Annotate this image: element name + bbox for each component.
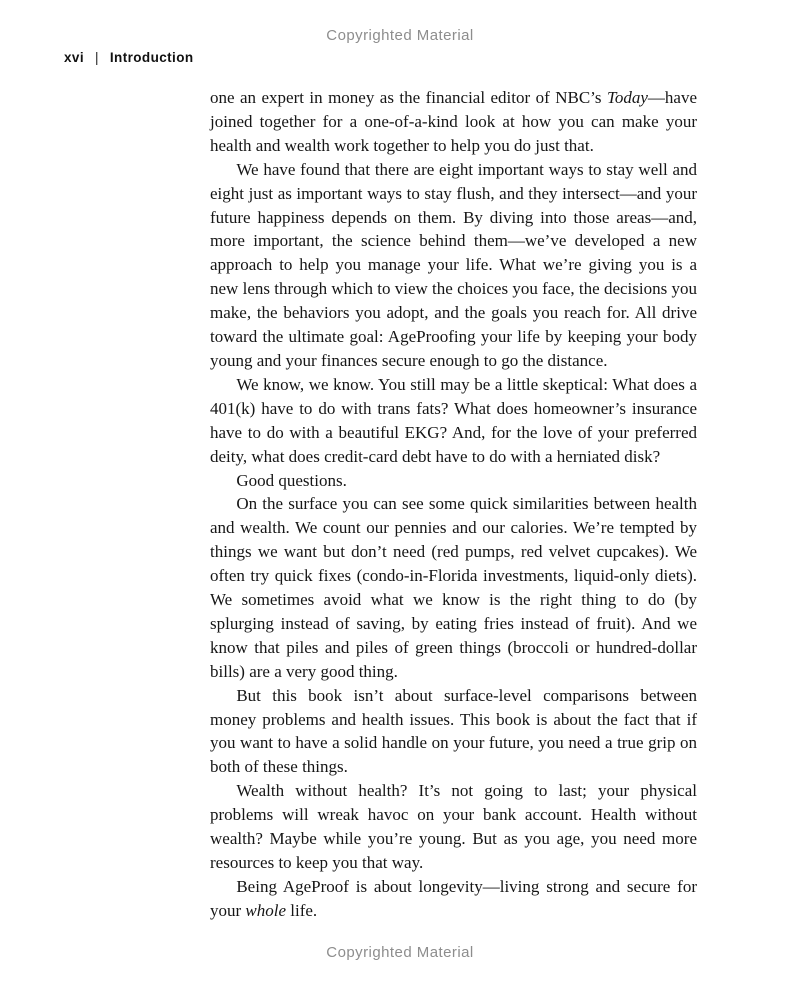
paragraph	[210, 373, 697, 469]
copyright-notice-top: Copyrighted Material	[326, 27, 474, 44]
section-title: Introduction	[109, 50, 194, 65]
header-separator: |	[94, 50, 99, 65]
text-segment: Wealth without health? It’s not going to last; your physical problems will wreak havoc on your bank account. Health without wealth? Maybe while you’re young. But as you age, you need more resources to keep you that way.	[210, 781, 697, 872]
body-text	[210, 86, 697, 923]
paragraph	[210, 158, 697, 373]
paragraph	[210, 779, 697, 875]
text-segment: But this book isn’t about surface-level comparisons between money problems and health issues. This book is about the fact that if you want to have a solid handle on your future, you need a true grip on both of these things.	[210, 685, 697, 777]
paragraph	[210, 684, 697, 780]
page-number: xvi	[64, 50, 84, 65]
paragraph	[210, 469, 697, 493]
text-segment: On the surface you can see some quick similarities between health and wealth. We count our pennies and our calories. We’re tempted by things we want but don’t need (red pumps, red velvet cupcakes). We often try quick fixes (condo-in-Florida investments, liquid-only diets). We sometimes avoid what we know is the right thing to do (by splurging instead of saving, by eating fries instead of fruit). And we know that piles and piles of green things (broccoli or hundred-dollar bills) are a very good thing.	[210, 494, 697, 681]
text-segment: We have found that there are eight important ways to stay well and eight just as important ways to stay flush, and they intersect—and your future happiness depends on them. By diving into those areas—and, more important, the science behind them—we’ve developed a new approach to help you manage your life. What we’re giving you is a new lens through which to view the choices you face, the decisions you make, the behaviors you adopt, and the goals you reach for. All drive toward the ultimate goal: AgeProofing your life by keeping your body young and your finances secure enough to go the distance.	[210, 159, 697, 370]
running-header	[64, 50, 194, 65]
text-segment: Good questions.	[236, 470, 347, 490]
text-segment: We know, we know. You still may be a little skeptical: What does a 401(k) have to do with trans fats? What does homeowner’s insurance have to do with a beautiful EKG? And, for the love of your preferred deity, what does credit-card debt have to do with a herniated disk?	[210, 374, 697, 466]
text-segment: Being AgeProof is about longevity—living strong and secure for your	[210, 876, 697, 920]
paragraph	[210, 86, 697, 158]
text-segment: one an expert in money as the financial editor of NBC’s	[210, 88, 607, 107]
italic-text: whole	[245, 900, 287, 920]
copyright-notice-bottom: Copyrighted Material	[326, 944, 474, 961]
text-segment: —have joined together for a one-of-a-kind look at how you can make your health and wealth work together to help you do just that.	[210, 88, 697, 155]
paragraph	[210, 875, 697, 923]
italic-text: Today	[606, 88, 648, 107]
text-segment: life.	[286, 900, 318, 920]
paragraph	[210, 492, 697, 683]
